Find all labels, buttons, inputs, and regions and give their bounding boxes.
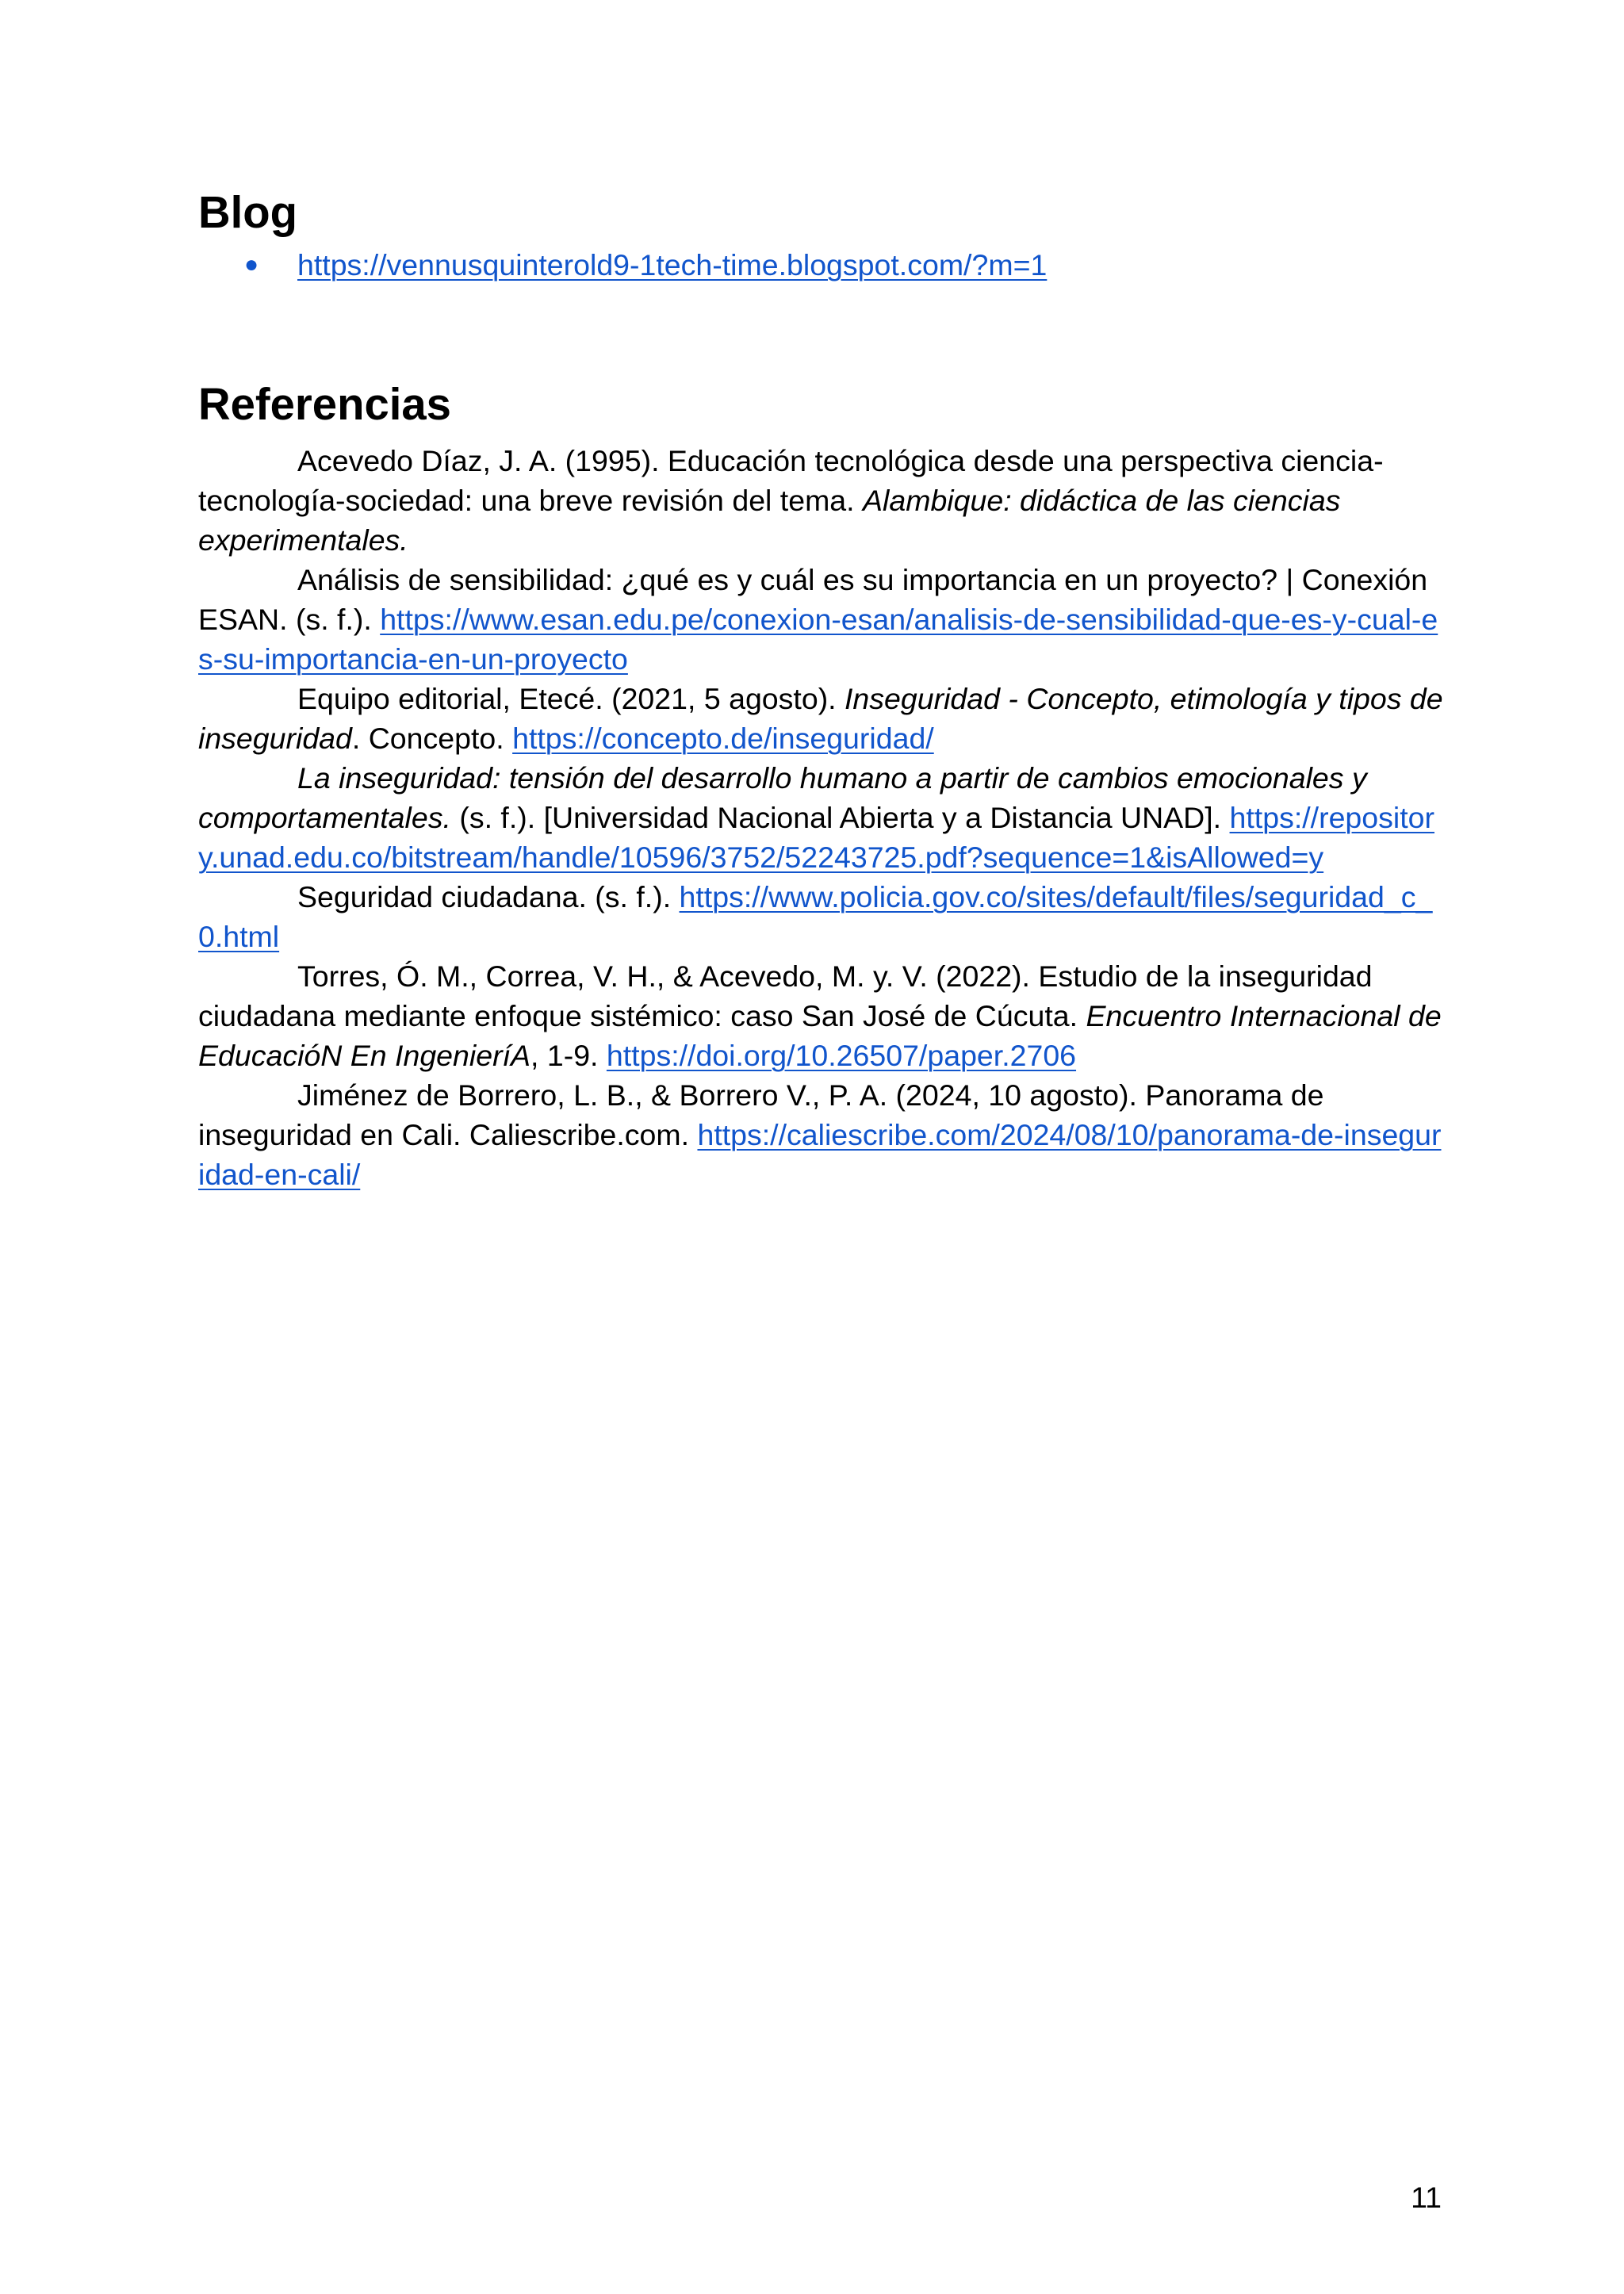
blog-list-item bbox=[198, 243, 1443, 287]
bullet-icon: ● bbox=[244, 251, 259, 278]
reference-text: Equipo editorial, Etecé. (2021, 5 agosto). bbox=[297, 682, 845, 715]
reference-text: Torres, Ó. M., Correa, V. H., & Acevedo, M. y. V. (2022). Estudio de la inseguridad ciudadana mediante enfoque sistémico: caso San José de Cúcuta. bbox=[198, 959, 1373, 1032]
reference-entry bbox=[198, 560, 1443, 679]
reference-text: Acevedo Díaz, J. A. (1995). Educación tecnológica desde una perspectiva ciencia-tecnología-sociedad: una breve revisión del tema. bbox=[198, 444, 1384, 517]
reference-italic: Encuentro Internacional de EducacióN En IngenieríA bbox=[198, 999, 1442, 1072]
reference-entry bbox=[198, 877, 1443, 956]
reference-text: (s. f.). [Universidad Nacional Abierta y a Distancia UNAD]. bbox=[450, 801, 1230, 834]
blog-link[interactable]: https://vennusquinterold9-1tech-time.blogspot.com/?m=1 bbox=[297, 248, 1048, 281]
reference-entry bbox=[198, 1075, 1443, 1194]
blog-heading: Blog bbox=[198, 187, 297, 237]
reference-italic: La inseguridad: tensión del desarrollo humano a partir de cambios emocionales y comportamentales. bbox=[198, 761, 1367, 834]
reference-text: Seguridad ciudadana. (s. f.). bbox=[297, 880, 680, 913]
reference-entry bbox=[198, 679, 1443, 758]
reference-entry bbox=[198, 956, 1443, 1075]
reference-italic: Inseguridad - Concepto, etimología y tipos de inseguridad bbox=[198, 682, 1443, 755]
reference-text: . Concepto. bbox=[351, 722, 513, 755]
reference-entry bbox=[198, 441, 1443, 560]
page-number: 11 bbox=[1411, 2181, 1442, 2214]
reference-link[interactable]: https://concepto.de/inseguridad/ bbox=[512, 722, 934, 755]
reference-text: Jiménez de Borrero, L. B., & Borrero V., P. A. (2024, 10 agosto). Panorama de inseguridad en Cali. Caliescribe.com. bbox=[198, 1078, 1324, 1151]
reference-link[interactable]: https://doi.org/10.26507/paper.2706 bbox=[606, 1039, 1077, 1072]
reference-link[interactable]: https://repository.unad.edu.co/bitstream/handle/10596/3752/52243725.pdf?sequence=1&isAllowed=y bbox=[198, 801, 1434, 874]
page-content bbox=[198, 187, 1443, 1194]
reference-link[interactable]: https://caliescribe.com/2024/08/10/panorama-de-inseguridad-en-cali/ bbox=[198, 1118, 1442, 1191]
references-heading: Referencias bbox=[198, 379, 451, 429]
reference-link[interactable]: https://www.esan.edu.pe/conexion-esan/analisis-de-sensibilidad-que-es-y-cual-es-su-importancia-en-un-proyecto bbox=[198, 603, 1438, 676]
reference-text: , 1-9. bbox=[530, 1039, 607, 1072]
blog-link-list bbox=[198, 243, 1443, 287]
reference-link[interactable]: https://www.policia.gov.co/sites/default/files/seguridad_c_0.html bbox=[198, 880, 1433, 953]
reference-italic: Alambique: didáctica de las ciencias experimentales. bbox=[198, 484, 1341, 557]
reference-text: Análisis de sensibilidad: ¿qué es y cuál es su importancia en un proyecto? | Conexión ESAN. (s. f.). bbox=[198, 563, 1428, 636]
reference-list bbox=[198, 441, 1443, 1194]
reference-entry bbox=[198, 758, 1443, 877]
